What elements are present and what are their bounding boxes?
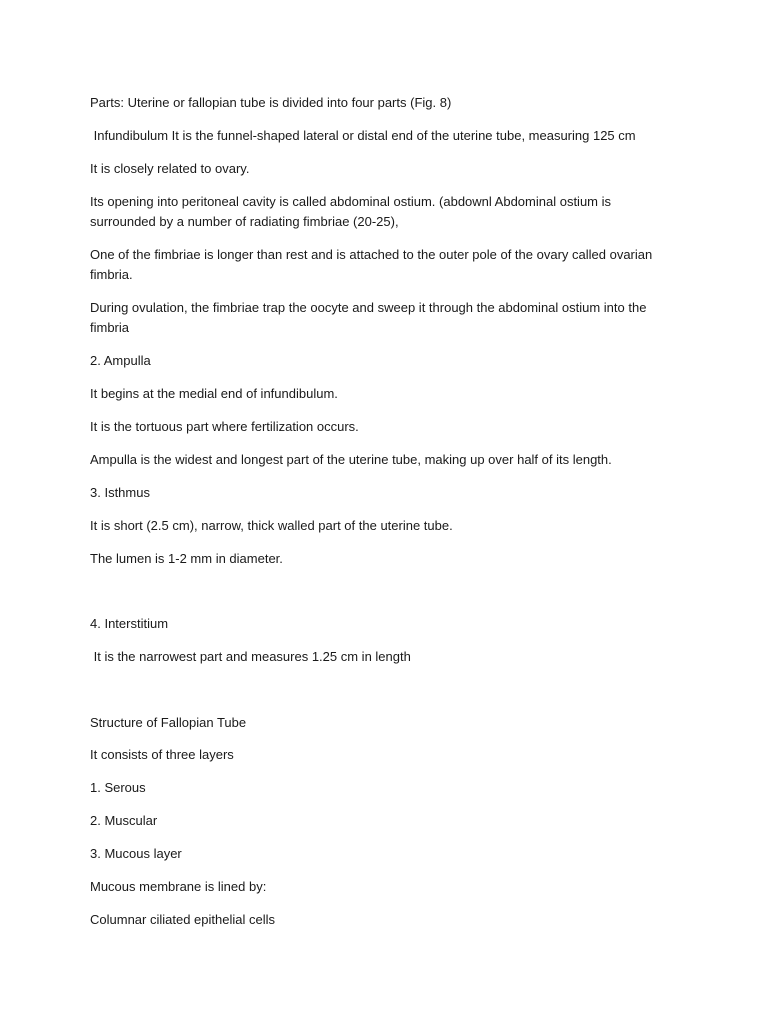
paragraph-parts-intro: Parts: Uterine or fallopian tube is divided into four parts (Fig. 8) <box>90 95 452 110</box>
paragraph-related-ovary: It is closely related to ovary. <box>90 161 250 176</box>
paragraph-isthmus-short: It is short (2.5 cm), narrow, thick walled part of the uterine tube. <box>90 518 453 533</box>
heading-structure: Structure of Fallopian Tube <box>90 715 247 730</box>
paragraph-three-layers: It consists of three layers <box>90 747 234 762</box>
list-item-mucous: 3. Mucous layer <box>90 846 182 861</box>
heading-ampulla: 2. Ampulla <box>90 353 151 368</box>
paragraph-ampulla-begins: It begins at the medial end of infundibulum. <box>90 386 338 401</box>
paragraph-abdominal-ostium: Its opening into peritoneal cavity is called abdominal ostium. (abdownl Abdominal ostium is surrounded by a number of radiating fimbriae (20-25), <box>90 194 612 229</box>
paragraph-columnar-cells: Columnar ciliated epithelial cells <box>90 912 275 927</box>
list-item-muscular: 2. Muscular <box>90 813 158 828</box>
heading-isthmus: 3. Isthmus <box>90 485 150 500</box>
paragraph-interstitium: It is the narrowest part and measures 1.25 cm in length <box>90 649 411 664</box>
paragraph-ampulla-fertilization: It is the tortuous part where fertilization occurs. <box>90 419 359 434</box>
paragraph-ovarian-fimbria: One of the fimbriae is longer than rest and is attached to the outer pole of the ovary called ovarian fimbria. <box>90 247 653 282</box>
paragraph-ampulla-widest: Ampulla is the widest and longest part of the uterine tube, making up over half of its length. <box>90 452 612 467</box>
paragraph-isthmus-lumen: The lumen is 1-2 mm in diameter. <box>90 551 283 566</box>
heading-interstitium: 4. Interstitium <box>90 616 169 631</box>
paragraph-mucous-lined: Mucous membrane is lined by: <box>90 879 267 894</box>
paragraph-infundibulum: Infundibulum It is the funnel-shaped lateral or distal end of the uterine tube, measuring 125 cm <box>90 128 636 143</box>
list-item-serous: 1. Serous <box>90 780 146 795</box>
paragraph-ovulation: During ovulation, the fimbriae trap the oocyte and sweep it through the abdominal ostium into the fimbria <box>90 300 647 335</box>
